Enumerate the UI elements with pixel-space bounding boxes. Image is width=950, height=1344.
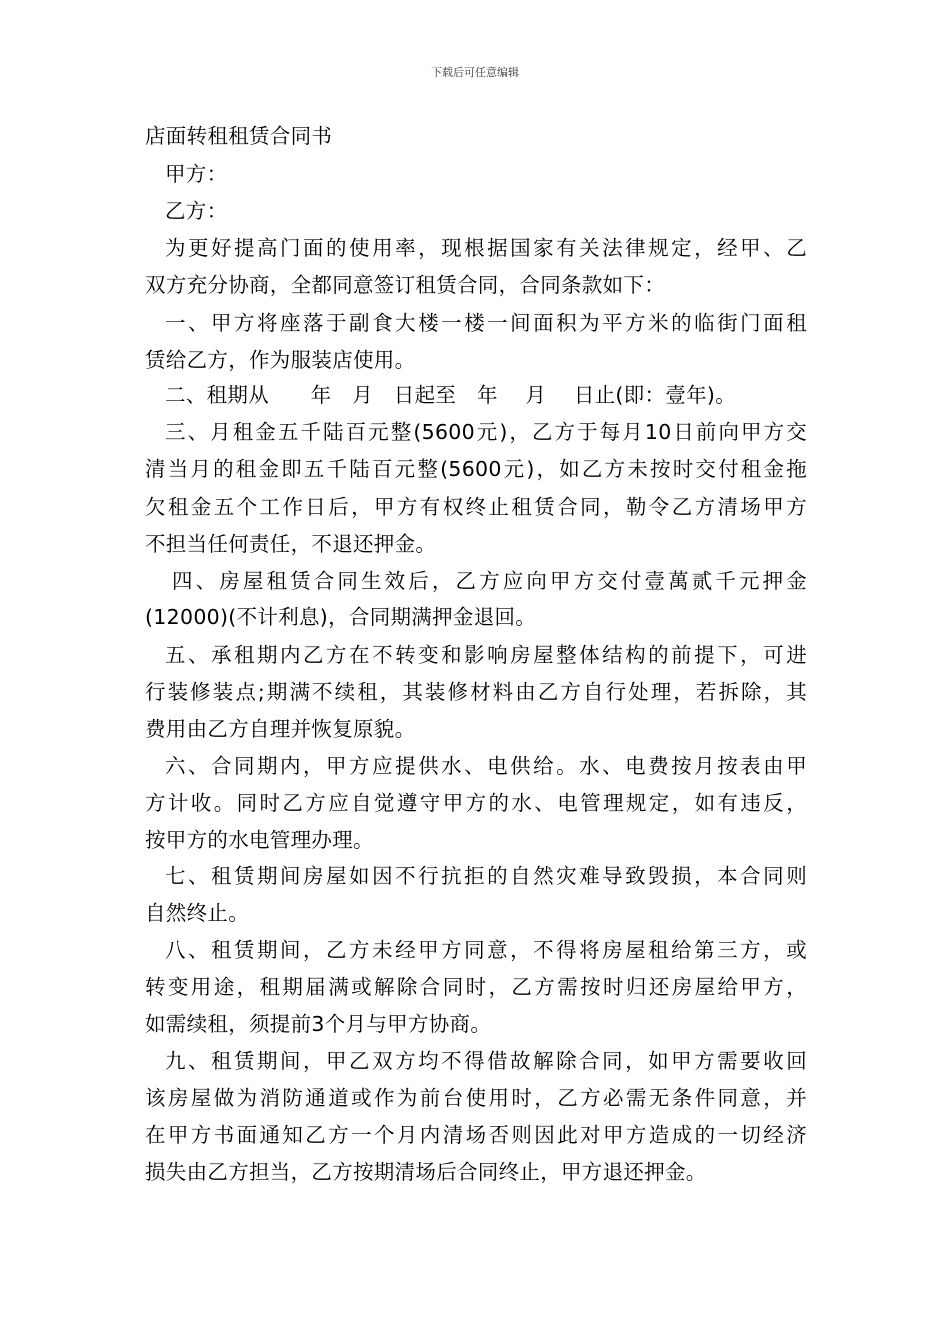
clause-4-line-2: (12000)(不计利息)，合同期满押金退回。 <box>145 605 537 629</box>
clause-6-line-1: 六、合同期内，甲方应提供水、电供给。水、电费按月按表由甲 <box>165 754 807 778</box>
clause-8-line-3: 如需续租，须提前3个月与甲方协商。 <box>145 1012 492 1036</box>
intro-line-1: 为更好提高门面的使用率，现根据国家有关法律规定，经甲、乙 <box>165 236 807 260</box>
clause-9-line-4: 损失由乙方担当，乙方按期清场后合同终止，甲方退还押金。 <box>145 1160 707 1184</box>
document-title: 店面转租租赁合同书 <box>145 124 333 148</box>
party-b-label: 乙方： <box>165 199 228 223</box>
clause-3-line-2: 清当月的租金即五千陆百元整(5600元)，如乙方未按时交付租金拖 <box>145 457 807 481</box>
clause-9-line-3: 在甲方书面通知乙方一个月内清场否则因此对甲方造成的一切经济 <box>145 1123 807 1147</box>
clause-8-line-1: 八、租赁期间，乙方未经甲方同意，不得将房屋租给第三方，或 <box>165 938 807 962</box>
clause-5-line-1: 五、承租期内乙方在不转变和影响房屋整体结构的前提下，可进 <box>165 643 807 667</box>
clause-6-line-3: 按甲方的水电管理办理。 <box>145 828 374 852</box>
clause-9-line-2: 该房屋做为消防通道或作为前台使用时，乙方必需无条件同意，并 <box>145 1086 807 1110</box>
party-a-label: 甲方： <box>165 162 228 186</box>
clause-3-line-3: 欠租金五个工作日后，甲方有权终止租赁合同，勒令乙方清场甲方 <box>145 495 807 519</box>
clause-9-line-1: 九、租赁期间，甲乙双方均不得借故解除合同，如甲方需要收回 <box>165 1049 807 1073</box>
clause-3-line-1: 三、月租金五千陆百元整(5600元)，乙方于每月10日前向甲方交 <box>165 420 807 444</box>
clause-1-line-1: 一、甲方将座落于副食大楼一楼一间面积为平方米的临街门面租 <box>165 311 807 335</box>
clause-7-line-1: 七、租赁期间房屋如因不行抗拒的自然灾难导致毁损，本合同则 <box>165 864 807 888</box>
clause-7-line-2: 自然终止。 <box>145 901 249 925</box>
clause-4-line-1: 四、房屋租赁合同生效后，乙方应向甲方交付壹萬贰千元押金 <box>172 569 807 593</box>
clause-5-line-3: 费用由乙方自理并恢复原貌。 <box>145 717 416 741</box>
clause-3-line-4: 不担当任何责任，不退还押金。 <box>145 532 437 556</box>
clause-5-line-2: 行装修装点;期满不续租，其装修材料由乙方自行处理，若拆除，其 <box>145 680 807 704</box>
header-note: 下载后可任意编辑 <box>431 66 519 79</box>
clause-1-line-2: 赁给乙方，作为服装店使用。 <box>145 348 416 372</box>
clause-8-line-2: 转变用途，租期届满或解除合同时，乙方需按时归还房屋给甲方， <box>145 975 807 999</box>
intro-line-2: 双方充分协商，全都同意签订租赁合同，合同条款如下： <box>145 273 665 297</box>
clause-2-line-1: 二、租期从 年 月 日起至 年 月 日止(即：壹年)。 <box>165 383 737 407</box>
clause-6-line-2: 方计收。同时乙方应自觉遵守甲方的水、电管理规定，如有违反， <box>145 791 807 815</box>
